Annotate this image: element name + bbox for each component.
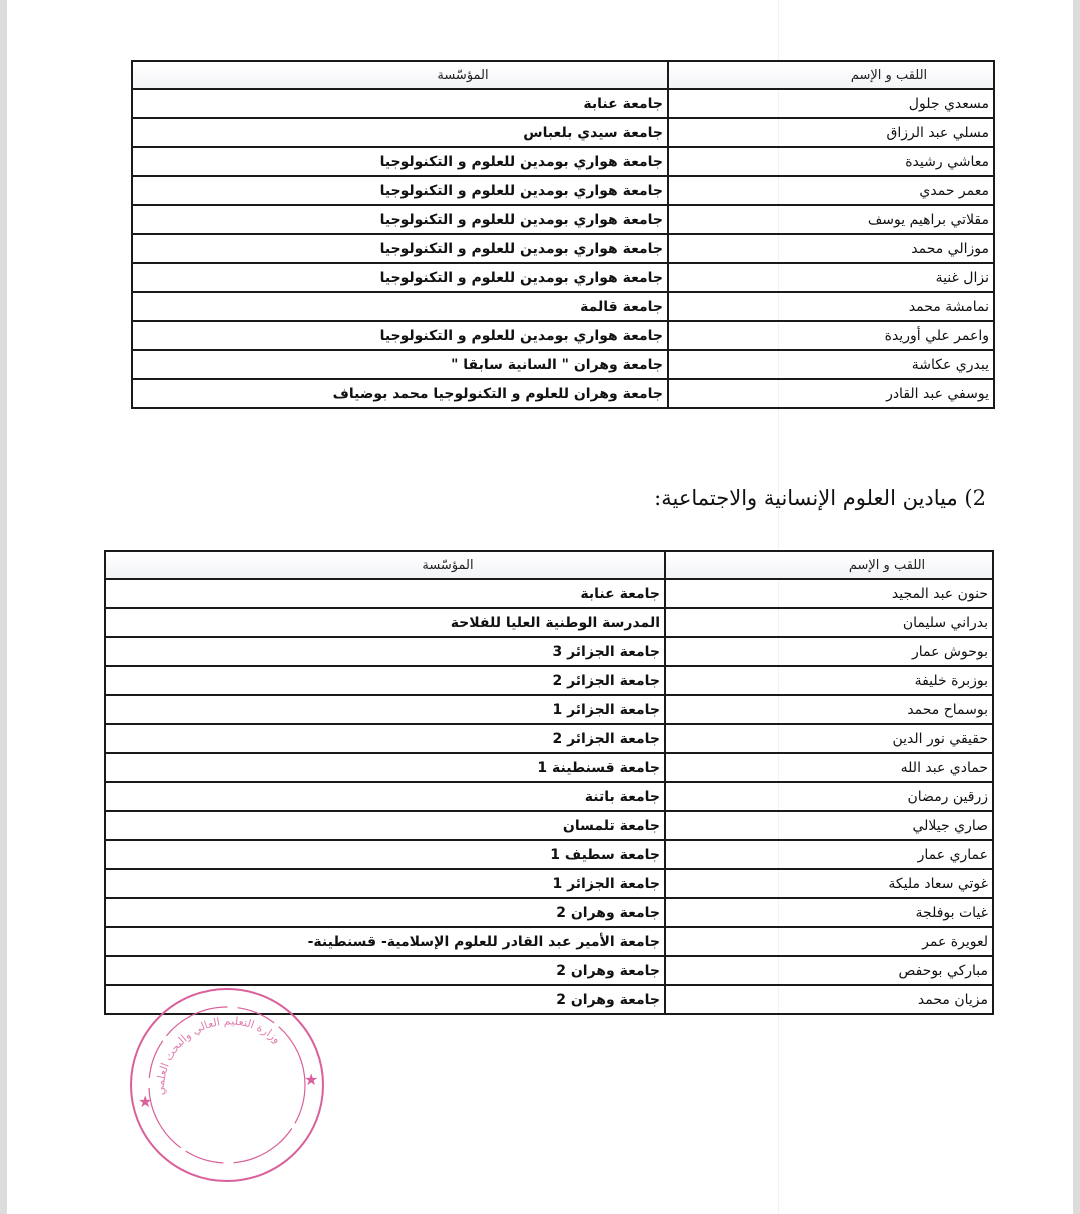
- table-row: [105, 637, 993, 666]
- table-row: [132, 205, 994, 234]
- table-row: [105, 753, 993, 782]
- cell-institution: جامعة وهران 2: [105, 898, 665, 927]
- cell-institution: جامعة هواري بومدين للعلوم و التكنولوجيا: [132, 176, 668, 205]
- table-section-1: [131, 60, 995, 409]
- table-row: [105, 927, 993, 956]
- cell-name: يبدري عكاشة: [668, 350, 994, 379]
- page-edge-left: [0, 0, 7, 1214]
- table-row: [105, 811, 993, 840]
- cell-institution: جامعة هواري بومدين للعلوم و التكنولوجيا: [132, 205, 668, 234]
- cell-name: صاري جيلالي: [665, 811, 993, 840]
- table-section-2: [104, 550, 994, 1015]
- cell-name: غوتي سعاد مليكة: [665, 869, 993, 898]
- page-edge-right: [1073, 0, 1080, 1214]
- cell-institution: جامعة هواري بومدين للعلوم و التكنولوجيا: [132, 263, 668, 292]
- cell-institution: جامعة سطيف 1: [105, 840, 665, 869]
- cell-name: لعويرة عمر: [665, 927, 993, 956]
- cell-name: واعمر علي أوريدة: [668, 321, 994, 350]
- cell-institution: جامعة قالمة: [132, 292, 668, 321]
- section-title: 2) ميادين العلوم الإنسانية والاجتماعية:: [654, 486, 986, 510]
- cell-institution: جامعة هواري بومدين للعلوم و التكنولوجيا: [132, 147, 668, 176]
- table-row: [132, 89, 994, 118]
- table-row: [132, 350, 994, 379]
- cell-institution: جامعة الجزائر 1: [105, 695, 665, 724]
- table-row: [105, 898, 993, 927]
- stamp-text: وزارة التعليم العالي والبحث العلمي: [153, 1014, 284, 1096]
- cell-name: يوسفي عبد القادر: [668, 379, 994, 408]
- table-row: [105, 666, 993, 695]
- table-body: [105, 579, 993, 1014]
- header-name: اللقب و الإسم: [668, 61, 994, 89]
- stamp-star-icon: ★: [138, 1092, 153, 1111]
- cell-name: حمادي عبد الله: [665, 753, 993, 782]
- cell-institution: جامعة الجزائر 2: [105, 724, 665, 753]
- cell-institution: جامعة الجزائر 1: [105, 869, 665, 898]
- cell-name: مقلاتي براهيم يوسف: [668, 205, 994, 234]
- cell-name: معاشي رشيدة: [668, 147, 994, 176]
- table-row: [105, 782, 993, 811]
- table-row: [105, 579, 993, 608]
- official-stamp: [124, 985, 330, 1185]
- cell-institution: جامعة الجزائر 2: [105, 666, 665, 695]
- table-row: [105, 869, 993, 898]
- cell-institution: جامعة هواري بومدين للعلوم و التكنولوجيا: [132, 234, 668, 263]
- header-institution: المؤسّسة: [105, 551, 665, 579]
- table-row: [105, 608, 993, 637]
- cell-institution: جامعة وهران 2: [105, 985, 665, 1014]
- cell-institution: جامعة هواري بومدين للعلوم و التكنولوجيا: [132, 321, 668, 350]
- table-row: [132, 292, 994, 321]
- table-row: [132, 147, 994, 176]
- cell-name: زرقين رمضان: [665, 782, 993, 811]
- table-row: [105, 695, 993, 724]
- table-row: [132, 234, 994, 263]
- cell-institution: جامعة وهران 2: [105, 956, 665, 985]
- table-row: [132, 263, 994, 292]
- cell-institution: جامعة وهران للعلوم و التكنولوجيا محمد بوضياف: [132, 379, 668, 408]
- cell-institution: المدرسة الوطنية العليا للفلاحة: [105, 608, 665, 637]
- cell-name: مباركي بوحفص: [665, 956, 993, 985]
- cell-institution: جامعة الجزائر 3: [105, 637, 665, 666]
- header-name: اللقب و الإسم: [665, 551, 993, 579]
- cell-name: حقيقي نور الدين: [665, 724, 993, 753]
- cell-name: بوزبرة خليفة: [665, 666, 993, 695]
- cell-name: بوحوش عمار: [665, 637, 993, 666]
- cell-name: مسعدي جلول: [668, 89, 994, 118]
- table-row: [132, 321, 994, 350]
- stamp-star-icon: ★: [304, 1070, 319, 1089]
- cell-name: موزالي محمد: [668, 234, 994, 263]
- table-row: [132, 176, 994, 205]
- cell-institution: جامعة سيدي بلعباس: [132, 118, 668, 147]
- cell-name: مزيان محمد: [665, 985, 993, 1014]
- cell-institution: جامعة عنابة: [132, 89, 668, 118]
- header-institution: المؤسّسة: [132, 61, 668, 89]
- table-body: [132, 89, 994, 408]
- cell-institution: جامعة الأمير عبد القادر للعلوم الإسلامية- قسنطينة-: [105, 927, 665, 956]
- cell-name: عماري عمار: [665, 840, 993, 869]
- table-header-row: [105, 551, 993, 579]
- table-row: [105, 956, 993, 985]
- cell-name: بوسماح محمد: [665, 695, 993, 724]
- cell-name: بدراني سليمان: [665, 608, 993, 637]
- table-row: [132, 118, 994, 147]
- cell-name: مسلي عبد الرزاق: [668, 118, 994, 147]
- table-header-row: [132, 61, 994, 89]
- cell-name: غيات بوفلجة: [665, 898, 993, 927]
- cell-institution: جامعة وهران " السانية سابقا ": [132, 350, 668, 379]
- table-row: [132, 379, 994, 408]
- cell-name: حنون عبد المجيد: [665, 579, 993, 608]
- cell-name: نمامشة محمد: [668, 292, 994, 321]
- cell-name: نزال غنية: [668, 263, 994, 292]
- table-row: [105, 724, 993, 753]
- cell-name: معمر حمدي: [668, 176, 994, 205]
- cell-institution: جامعة عنابة: [105, 579, 665, 608]
- cell-institution: جامعة باتنة: [105, 782, 665, 811]
- table-row: [105, 840, 993, 869]
- cell-institution: جامعة قسنطينة 1: [105, 753, 665, 782]
- cell-institution: جامعة تلمسان: [105, 811, 665, 840]
- stamp-inner-ring: [149, 1007, 305, 1163]
